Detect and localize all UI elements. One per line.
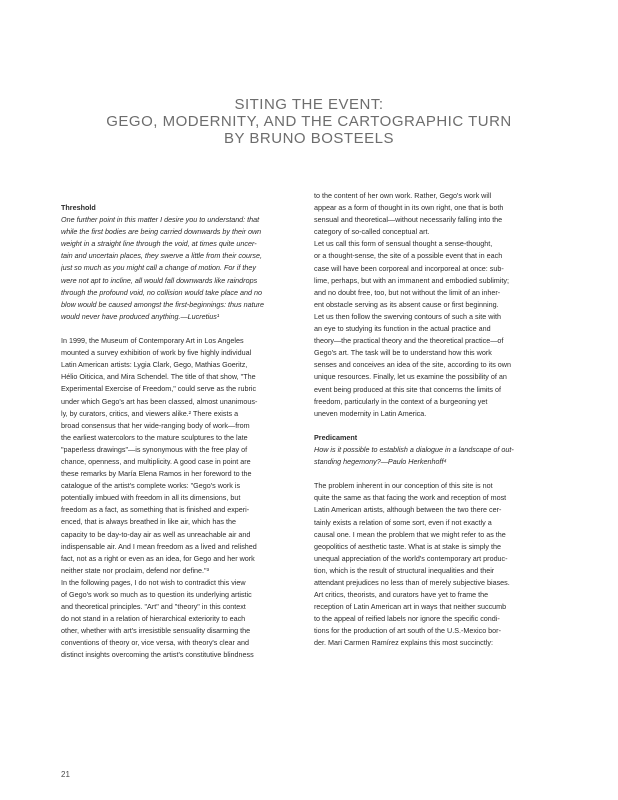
text-line: One further point in this matter I desire you to understand: that [61,215,260,225]
text-line: quite the same as that facing the work and reception of most [314,493,507,503]
text-line: standing hegemony?—Paulo Herkenhoff⁴ [314,457,447,467]
text-line: capacity to be day-to-day air as well as unreachable air and [61,529,251,539]
text-line: Experimental Exercise of Freedom," could serve as the rubric [61,384,257,394]
text-line: How is it possible to establish a dialogue in a landscape of out- [314,444,514,454]
text-line: to the appeal of reified labels nor ignore the specific condi- [314,614,500,624]
text-line: and no doubt free, too, but not without the limit of an inher- [314,287,501,297]
section-heading: Predicament [314,432,358,442]
text-line: freedom, particularly in the context of a burgeoning yet [314,396,488,406]
text-line: senses and conceives an idea of the site, according to its own [314,360,511,370]
text-line: weight in a straight line through the void, at times quite uncer- [61,239,257,249]
text-line: lime, perhaps, but with an immanent and embodied sublimity; [314,275,509,285]
text-line: attendant prejudices no less than of merely subjective biases. [314,578,510,587]
left-column [61,202,305,662]
text-line: Hélio Oiticica, and Mira Schendel. The title of that show, "The [61,372,256,382]
title-line-1: SITING THE EVENT: [234,96,384,113]
text-line: tions for the production of art south of the U.S.-Mexico bor- [314,626,501,636]
text-line: these remarks by María Elena Ramos in her foreword to the [61,469,252,479]
text-line: category of so-called conceptual art. [314,227,430,237]
text-line: potentially imbued with freedom in all its dimensions, but [61,493,241,503]
text-line: the earliest watercolors to the mature sculptures to the late [61,432,248,442]
text-line: theory—the practical theory and the theoretical practice—of [314,336,504,346]
text-line: freedom as a fact, as something that is finished and experi- [61,505,250,515]
text-line: ly, by curators, critics, and viewers alike.² There exists a [61,408,239,418]
text-line: fact, not as a right or even as an idea, for Gego and her work [61,553,255,563]
text-line: catalogue of the artist's complete works: "Gego's work is [61,481,241,491]
text-line: appear as a form of thought in its own right, one that is both [314,203,504,213]
text-line: The problem inherent in our conception of this site is not [314,481,493,491]
text-line: an eye to studying its function in the actual practice and [314,324,491,334]
paragraph-gap [61,323,305,335]
text-line: would never have produced anything.—Lucretius¹ [61,311,220,321]
text-line: unique resources. Finally, let us examine the possibility of an [314,372,507,382]
text-line: while the first bodies are being carried downwards by their own [61,227,262,237]
text-line: sensual and theoretical—without necessarily falling into the [314,215,503,225]
text-line: Let us then follow the swerving contours of such a site with [314,311,501,321]
text-line: event being produced at this site that concerns the limits of [314,384,501,394]
text-line: and theoretical principles. "Art" and "theory" in this context [61,602,246,612]
paragraph-gap [314,468,558,480]
text-line: conventions of theory or, vice versa, with theory's clear and [61,638,249,648]
text-line: In the following pages, I do not wish to contradict this view [61,577,246,587]
text-line: reception of Latin American art in ways that neither succumb [314,602,507,612]
right-column [314,190,558,650]
text-line: case will have been corporeal and incorporeal at once: sub- [314,263,504,273]
text-line: enced, that is always breathed in like air, which has the [61,517,236,527]
text-line: just so much as you might call a change of motion. For if they [61,263,256,273]
text-line: tion, which is the result of structural inequalities and their [314,565,495,575]
text-line: chance, openness, and multiplicity. A good case in point are [61,456,251,466]
text-line: der. Mari Carmen Ramírez explains this most succinctly: [314,638,493,648]
text-line: Gego's art. The task will be to understand how this work [314,348,492,358]
text-line: indispensable air. And I mean freedom as a lived and relished [61,541,257,551]
text-line: Art critics, theorists, and curators have yet to frame the [314,590,489,600]
text-line: of Gego's work so much as to question its underlying artistic [61,590,252,599]
title-byline: BY BRUNO BOSTEELS [224,130,394,147]
text-line: blow would be caused amongst the first-beginnings: thus nature [61,299,264,309]
text-line: tain and uncertain places, they swerve a little from their course, [61,251,262,261]
text-line: or a thought-sense, the site of a possible event that in each [314,251,503,261]
text-line: under which Gego's art has been classed, almost unanimous- [61,396,258,406]
text-line: In 1999, the Museum of Contemporary Art in Los Angeles [61,336,244,346]
text-line: geopolitics of aesthetic taste. What is at stake is simply the [314,541,501,551]
text-line: distinct insights overcoming the artist's constitutive blindness [61,650,254,660]
text-line: other, whether with art's irresistible sensuality disarming the [61,626,251,636]
text-line: neither state nor proclaim, defend nor define."³ [61,565,209,575]
text-line: Let us call this form of sensual thought a sense-thought, [314,239,493,249]
text-line: "paperless drawings"—is synonymous with the free play of [61,444,248,454]
text-line: to the content of her own work. Rather, Gego's work will [314,191,492,200]
text-line: were not apt to incline, all would fall downwards like raindrops [61,275,258,285]
section-heading: Threshold [61,203,96,212]
page-number: 21 [61,770,70,779]
text-line: Latin American artists, although between the two there cer- [314,505,502,515]
text-line: tainly exists a relation of some sort, even if not exactly a [314,517,492,527]
paragraph-gap [314,420,558,432]
text-line: mounted a survey exhibition of work by five highly individual [61,348,252,358]
text-line: causal one. I mean the problem that we might refer to as the [314,529,506,539]
text-line: do not stand in a relation of hierarchical exteriority to each [61,614,246,624]
text-line: ent obstacle serving as its absent cause or first beginning. [314,299,499,309]
article-title [0,96,618,147]
text-line: broad consensus that her wide-ranging body of work—from [61,420,250,430]
text-line: unequal appreciation of the world's contemporary art produc- [314,553,508,563]
text-line: Latin American artists: Lygia Clark, Gego, Mathias Goeritz, [61,360,248,370]
text-line: through the profound void, no collision would take place and no [61,287,262,297]
title-line-2: GEGO, MODERNITY, AND THE CARTOGRAPHIC TURN [106,113,512,130]
text-line: uneven modernity in Latin America. [314,408,427,418]
